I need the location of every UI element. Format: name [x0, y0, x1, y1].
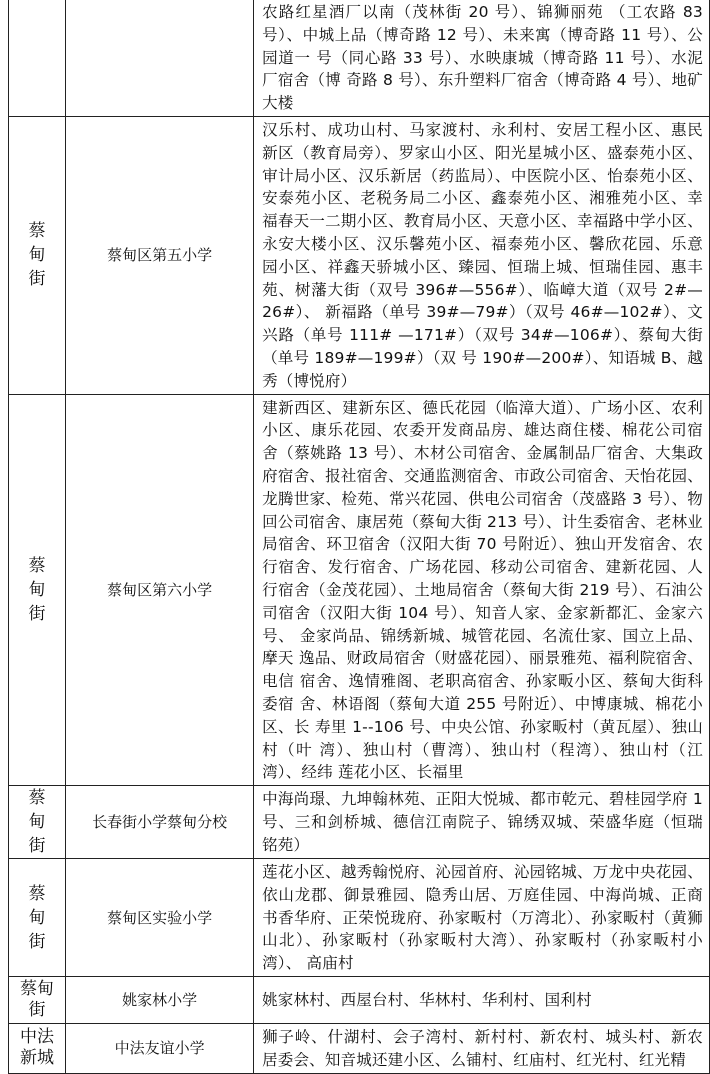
- school-cell: [66, 0, 254, 116]
- school-district-table: [8, 0, 710, 1074]
- street-cell: 蔡甸街: [9, 116, 66, 394]
- table-row: [9, 394, 710, 786]
- street-cell: 中法新城: [9, 1024, 66, 1074]
- area-cell: 狮子岭、什湖村、会子湾村、新村村、新农村、城头村、新农 居委会、知音城还建小区、么铺村、红庙村、红光村、红光精: [254, 1024, 710, 1074]
- table-row: [9, 859, 710, 977]
- school-cell: 长春街小学蔡甸分校: [66, 786, 254, 859]
- school-cell: 中法友谊小学: [66, 1024, 254, 1074]
- school-cell: 蔡甸区实验小学: [66, 859, 254, 977]
- table-row: [9, 1024, 710, 1074]
- table-row: [9, 977, 710, 1024]
- school-cell: 蔡甸区第六小学: [66, 394, 254, 786]
- street-cell: [9, 0, 66, 116]
- street-cell: 蔡甸街: [9, 786, 66, 859]
- school-cell: 蔡甸区第五小学: [66, 116, 254, 394]
- area-cell: 姚家林村、西屋台村、华林村、华利村、国利村: [254, 977, 710, 1024]
- area-cell: 农路红星酒厂以南（茂林街 20 号）、锦狮丽苑 （工农路 83 号）、中城上品（博奇路 12 号）、未来寓（博奇路 11 号）、公园道一 号（同心路 33 号）、水映康城（博奇路 11 号）、水泥厂宿舍（博 奇路 8 号）、东升塑料厂宿舍（博奇路 4 号）、地矿大楼: [254, 0, 710, 116]
- area-cell: 中海尚璟、九坤翰林苑、正阳大悦城、都市乾元、碧桂园学府 1 号、三和剑桥城、德信江南院子、锦绣双城、荣盛华庭（恒瑞 铭苑）: [254, 786, 710, 859]
- street-cell: 蔡甸街: [9, 977, 66, 1024]
- area-cell: 汉乐村、成功山村、马家渡村、永利村、安居工程小区、惠民 新区（教育局旁）、罗家山小区、阳光星城小区、盛泰苑小区、 审计局小区、汉乐新居（药监局）、中医院小区、怡泰苑小区、 安泰苑小区、老税务局二小区、鑫泰苑小区、湘雅苑小区、幸 福春天一二期小区、教育局小区、天意小区、幸福路中学小区、 永安大楼小区、汉乐馨苑小区、福泰苑小区、馨欣花园、乐意 园小区、祥鑫天骄城小区、臻园、恒瑞上城、恒瑞佳园、惠丰 苑、树藩大街（双号 396#—556#）、临嶂大道（双号 2#—26#）、 新福路（单号 39#—79#）（双号 46#—102#）、文兴路（单号 111# —171#）（双号 34#—106#）、蔡甸大街（单号 189#—199#）（双 号 190#—200#）、知语城 B、越秀（博悦府）: [254, 116, 710, 394]
- school-cell: 姚家林小学: [66, 977, 254, 1024]
- area-cell: 建新西区、建新东区、德氏花园（临漳大道）、广场小区、农利 小区、康乐花园、农委开发商品房、雄达商住楼、棉花公司宿 舍（蔡姚路 13 号）、木材公司宿舍、金属制品厂宿舍、大集政 府宿舍、报社宿舍、交通监测宿舍、市政公司宿舍、天怡花园、 龙腾世家、检苑、常兴花园、供电公司宿舍（茂盛路 3 号）、物 回公司宿舍、康居苑（蔡甸大街 213 号）、计生委宿舍、老林业 局宿舍、环卫宿舍（汉阳大街 70 号附近）、独山开发宿舍、农 行宿舍、发行宿舍、广场花园、移动公司宿舍、建新花园、人 行宿舍（金茂花园）、土地局宿舍（蔡甸大街 219 号）、石油公 司宿舍（汉阳大街 104 号）、知音人家、金家新都汇、金家六号、 金家尚品、锦绣新城、城管花园、名流仕家、国立上品、摩天 逸品、财政局宿舍（财盛花园）、丽景雅苑、福利院宿舍、电信 宿舍、逸情雅阁、老职高宿舍、孙家畈小区、蔡甸大街科委宿 舍、林语阁（蔡甸大道 255 号附近）、中博康城、棉花小区、长 寿里 1--106 号、中央公馆、孙家畈村（黄瓦屋）、独山村（叶 湾）、独山村（曹湾）、独山村（程湾）、独山村（江湾）、经纬 莲花小区、长福里: [254, 394, 710, 786]
- table-row: [9, 116, 710, 394]
- table-row: [9, 786, 710, 859]
- area-cell: 莲花小区、越秀翰悦府、沁园首府、沁园铭城、万龙中央花园、 依山龙郡、御景雅园、隐秀山居、万庭佳园、中海尚城、正商 书香华府、正荣悦珑府、孙家畈村（万湾北）、孙家畈村（黄狮 山北）、孙家畈村（孙家畈村大湾）、孙家畈村（孙家畈村小湾）、 高庙村: [254, 859, 710, 977]
- table-row: [9, 0, 710, 116]
- street-cell: 蔡甸街: [9, 394, 66, 786]
- street-cell: 蔡甸街: [9, 859, 66, 977]
